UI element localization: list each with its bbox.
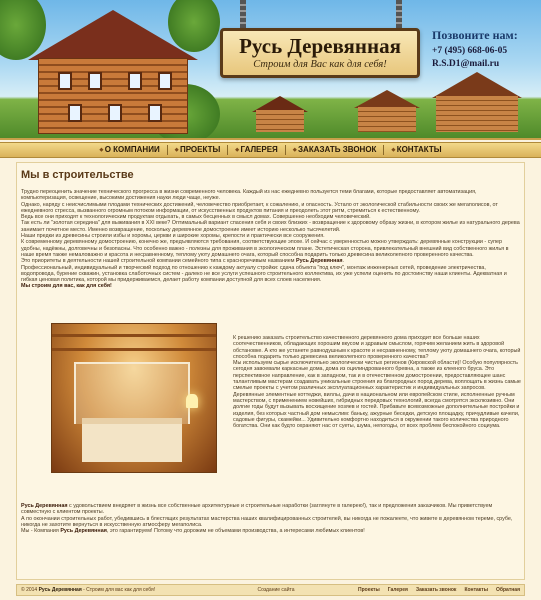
paragraph: Трудно переоценить значение технического прогресса в жизни современного человека. Каждый из нас ежедневно пользуется теми благами, которые предоставляет автоматизация, компьютеризация, освещение, высокими достижения науки люди чаще, неуже. <box>21 189 477 202</box>
footer-link-projects[interactable]: Проекты <box>358 587 380 593</box>
intro-text <box>21 189 520 319</box>
site-logo-sign[interactable] <box>220 28 420 78</box>
photo-text-block <box>21 323 520 503</box>
nav-item-about[interactable]: ◆ О КОМПАНИИ <box>92 145 166 155</box>
header-contacts <box>432 28 537 69</box>
paragraph: Русь Деревянная с удовольствием внедряет в жизнь все собственные архитектурные и строительные наработки (заглянуте в галерею!), так и предложения заказчиков. Мы приветствуем совместную с клиентом проекты. <box>21 503 493 516</box>
footer-link-contacts[interactable]: Контакты <box>464 587 489 593</box>
small-house-image <box>354 90 420 132</box>
footer <box>16 584 525 596</box>
sign-chain <box>240 0 246 30</box>
paragraph: Мы используем сырье исключительно экологически чистых регионов (Кировской области)! Особую популярность сегодня завоевали каркасные дома, дома из оцилиндрованного бревна, а также из клееного бруса. Это перспективное направление, как в западном, так и в отечественном домостроении, предоставляющее шанс талантливым мастерам создавать уникальные строения из благородных пород дерева, воплощать в жизнь самые смелые проекты с учетом различных эксплуатационных характеристик и индивидуальных запросов. <box>233 360 521 392</box>
paragraph: Ведь все они приходят к технологическим продуктам отдыхать, в самых бесценных в смысл домах. Совершенно необходим человеческий. <box>21 214 371 221</box>
paragraph: Так есть ли "золотая середина" для выживания в XXI веке? Оптимальный вариант спасения себя и своих близких - возвращение к здоровому образу жизни, в котором жилье из натурального дерева занимает почетное место. Именно возвращение, поскольку деревянное домостроение имеет историю несколько тысячелетий. <box>21 220 520 233</box>
footer-links <box>331 587 520 593</box>
paragraph: А по окончании строительных работ, убедившись в блестящих результатах мастерства наших квалифицированных строителей, вы никогда не пожалеете, что живете в деревянном тереме, срубе, никогда не захотите вернуться в искусственную атмосферу мегаполиса. <box>21 515 513 528</box>
paragraph: Наши предки из древесины строили избы и хоромы, церкви и широкие хоромы, крепости и практически все сооружения. <box>21 233 325 240</box>
closing-text <box>21 503 520 563</box>
paragraph: Деревянные элементные коттеджи, виллы, дачи в национальном или европейском стиле, исполненные ручным мастерством, с применением новейших, гибридных передовых технологий, всегда смотрятся эксклюзивно. Они долгие годы будут вызывать восхищение хозяев и гостей. Прибавьте всевозможные дополнительные постройки и изделия, без которых частный дом немыслим: баньку, ажурные беседки, детскую площадку, причудливые качели, садовые фигуры, скамейки... Удивительно комфортно находиться в окружении такого количества природного богатства. Они как будто охраняют нас от суеты, шума, непогоды, от всех проблем беспокойного социума. <box>233 391 520 430</box>
nav-item-gallery[interactable]: ◆ ГАЛЕРЕЯ <box>227 145 285 155</box>
paragraph-bold: Мы строим для вас, как для себя! <box>21 283 112 290</box>
right-text <box>233 335 525 501</box>
paragraph: Профессиональный, индивидуальный и творческий подход по отношению к каждому актуалу стройки: сдача объекта "под ключ", монтаж инженерных сетей, проведение электричества, водопровода, бурение скважин, установка слаботочных систем - далеко не все услуги успешного строительного коллектива, их уже успели оценить по достоинству наши клиенты. Адекватная и гибкая ценовая политика, которой мы придерживаемся, делает работу компании доступной для всех слоев населения. <box>21 264 507 284</box>
brand-name: Русь Деревянная <box>296 258 343 265</box>
header-banner <box>0 0 541 140</box>
main-nav <box>0 142 541 158</box>
interior-photo <box>51 323 217 473</box>
paragraph: К современному деревянному домостроению, конечно же, предъявляются требования, соответствующие эпохе. И сейчас с уверенностью можно утверждать: деревянные конструкции - супер удобны, надёжны, долговечны и безопасны. Что особенно важно - полезны для проживания в экологическом плане. Эстетическая сторона, привлекательный внешний вид собственного жилья в наше время также немаловажно и красота и несравненному, теплому уюту домашнего очага, который способна подарить только древесина великолепного проверенного качества. <box>21 239 509 258</box>
small-house-image <box>432 72 522 132</box>
nav-item-projects[interactable]: ◆ ПРОЕКТЫ <box>167 145 228 155</box>
footer-link-order-call[interactable]: Заказать звонок <box>415 587 457 593</box>
email-link[interactable]: R.S.D1@mail.ru <box>432 59 500 69</box>
paragraph: Однако, наряду с неисчислимыми плодами технических достижений, человечество приобретает, к сожалению, и опасность. Устало от экологической стабильности своих же мегаполисов, от ежедневного стресса, вызванного огромным потоком информации, от искусственных продуктов питания и преодолеть этот ритм, стремиться к естественному. <box>21 201 498 214</box>
footer-link-feedback[interactable]: Обратная <box>496 587 520 593</box>
main-content <box>16 162 525 580</box>
footer-site-credit[interactable]: Создание сайта <box>257 587 295 593</box>
footer-copyright: © 2014 Русь Деревянная - Строим для вас как для себя! <box>21 587 156 593</box>
nav-item-order-call[interactable]: ◆ ЗАКАЗАТЬ ЗВОНОК <box>285 145 384 155</box>
nav-item-contacts[interactable]: ◆ КОНТАКТЫ <box>383 145 448 155</box>
small-house-image <box>252 96 308 132</box>
paragraph: Это приоритеты в деятельности нашей строительной компании семейного типа с красноречивым названием Русь Деревянная. <box>21 258 345 265</box>
log-house-image <box>28 10 198 134</box>
site-slogan: Строим для Вас как для себя! <box>253 59 387 70</box>
footer-link-gallery[interactable]: Галерея <box>387 587 408 593</box>
paragraph: Мы - Компания Русь Деревянная, это гарантируем! Потому что дорожим не объемами производства, а интересами любимых клиентов! <box>21 528 365 535</box>
phone-number[interactable]: +7 (495) 668-06-05 <box>432 46 508 56</box>
page-title: Мы в строительстве <box>21 169 134 181</box>
sign-chain <box>396 0 402 30</box>
contacts-title: Позвоните нам: <box>432 28 518 42</box>
paragraph: К решению заказать строительство качественного деревянного дома приходит все больше наших соотечественников, обладающих хорошим вкусом и здравым смыслом, горячим желанием жить в здоровой обстановке. А кто же устанете равнодушным к красоте и несравненному, теплому уюту домашнего очага, который способна подарить только древесина великолепного проверенного качества? <box>233 335 521 360</box>
site-name: Русь Деревянная <box>239 34 401 58</box>
